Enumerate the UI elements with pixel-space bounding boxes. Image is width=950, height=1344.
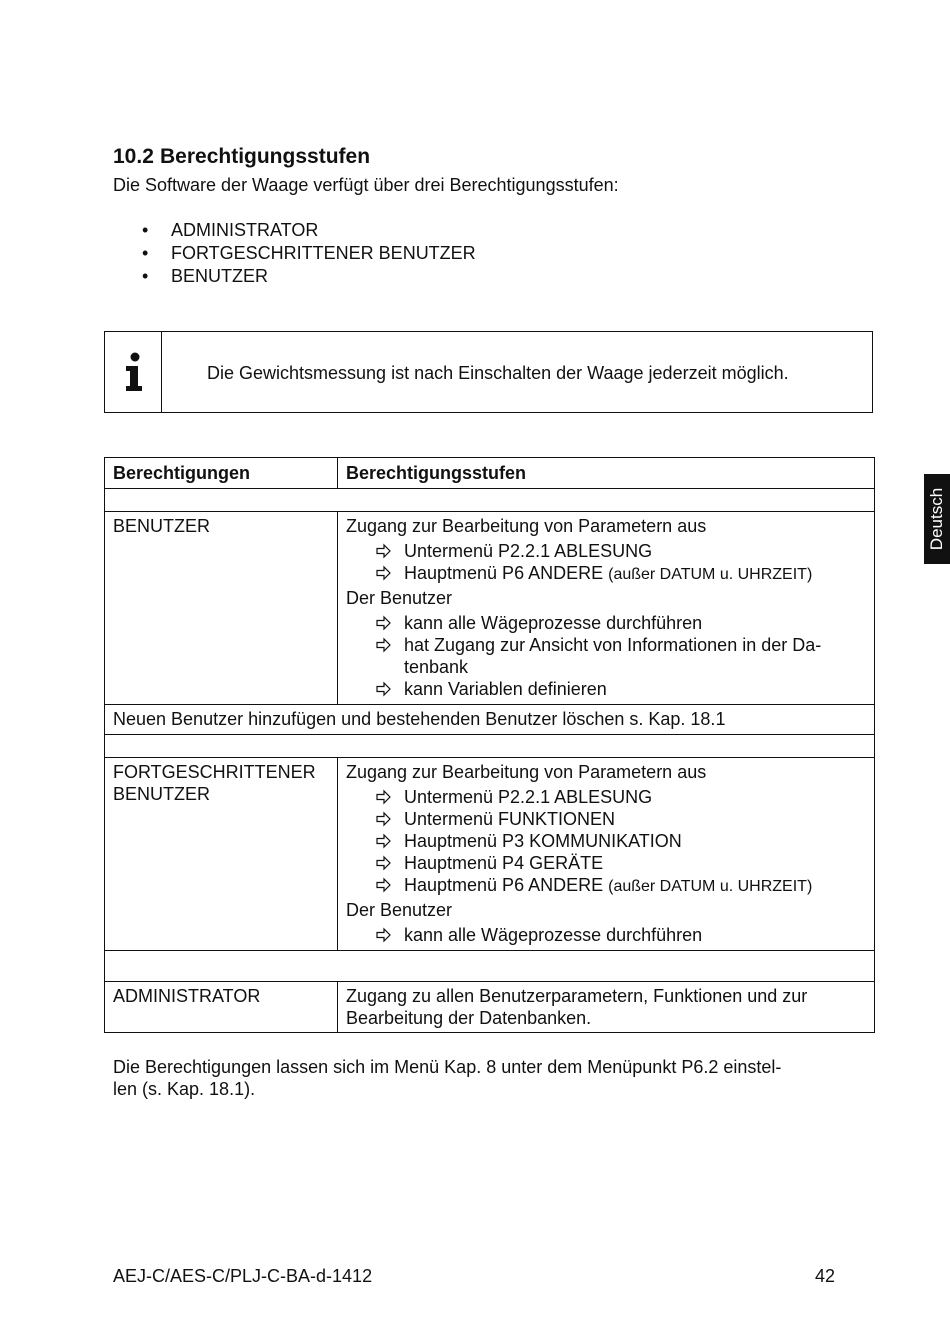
access-item: Untermenü P2.2.1 ABLESUNG <box>404 787 653 807</box>
language-tab <box>924 474 950 564</box>
outro-paragraph <box>113 1056 781 1100</box>
list-item: • BENUTZER <box>140 265 476 288</box>
list-item: • FORTGESCHRITTENER BENUTZER <box>140 242 476 265</box>
arrow-right-icon <box>376 634 392 656</box>
arrow-right-icon <box>376 874 392 896</box>
ability-item: hat Zugang zur Ansicht von Informationen in der Da- <box>404 635 822 655</box>
access-item-note: (außer DATUM u. UHRZEIT) <box>608 878 813 895</box>
list-item: • ADMINISTRATOR <box>140 219 476 242</box>
row-name-advanced-line1: FORTGESCHRITTENER <box>113 762 316 782</box>
access-item-text: Hauptmenü P6 ANDERE <box>404 563 609 583</box>
section-number: 10.2 <box>113 145 154 168</box>
row-lead-advanced: Zugang zur Bearbeitung von Parametern aus <box>346 762 707 782</box>
info-icon-cell <box>105 332 162 412</box>
access-item: Untermenü FUNKTIONEN <box>404 809 616 829</box>
row-admin-line1: Zugang zu allen Benutzerparametern, Funktionen und zur <box>346 986 808 1006</box>
footer-page-number: 42 <box>815 1266 836 1286</box>
level-list <box>140 219 476 288</box>
ability-item: kann Variablen definieren <box>404 679 607 699</box>
arrow-right-icon <box>376 678 392 700</box>
arrow-right-icon <box>376 924 392 946</box>
row-lead2-user: Der Benutzer <box>346 588 453 608</box>
access-item <box>404 562 812 586</box>
user-note: Neuen Benutzer hinzufügen und bestehenden Benutzer löschen s. Kap. 18.1 <box>113 709 726 729</box>
access-item: Untermenü P2.2.1 ABLESUNG <box>404 541 653 561</box>
intro-text: Die Software der Waage verfügt über drei Berechtigungsstufen: <box>113 175 619 195</box>
info-box <box>104 331 873 413</box>
arrow-right-icon <box>376 612 392 634</box>
access-item <box>404 874 812 898</box>
arrow-right-icon <box>376 852 392 874</box>
arrow-right-icon <box>376 808 392 830</box>
access-item: Hauptmenü P3 KOMMUNIKATION <box>404 831 682 851</box>
arrow-right-icon <box>376 562 392 584</box>
permissions-table <box>104 457 875 1033</box>
section-title: Berechtigungsstufen <box>160 145 371 168</box>
row-admin-line2: Bearbeitung der Datenbanken. <box>346 1008 592 1028</box>
row-name-user: BENUTZER <box>113 516 211 536</box>
footer-doc-id: AEJ-C/AES-C/PLJ-C-BA-d-1412 <box>113 1266 373 1286</box>
access-item-note: (außer DATUM u. UHRZEIT) <box>608 566 813 583</box>
access-item: Hauptmenü P4 GERÄTE <box>404 853 604 873</box>
ability-item-continued: tenbank <box>404 657 469 677</box>
section-heading <box>113 144 370 170</box>
row-lead2-advanced: Der Benutzer <box>346 900 453 920</box>
info-message: Die Gewichtsmessung ist nach Einschalten der Waage jederzeit möglich. <box>207 363 789 383</box>
ability-item: kann alle Wägeprozesse durchführen <box>404 925 703 945</box>
row-name-advanced-line2: BENUTZER <box>113 784 211 804</box>
language-tab-label: Deutsch <box>927 487 946 551</box>
row-name-admin: ADMINISTRATOR <box>113 986 261 1006</box>
row-lead-user: Zugang zur Bearbeitung von Parametern aus <box>346 516 707 536</box>
arrow-right-icon <box>376 830 392 852</box>
info-icon <box>123 352 145 392</box>
outro-line: Die Berechtigungen lassen sich im Menü Kap. 8 unter dem Menüpunkt P6.2 einstel- <box>113 1057 782 1077</box>
access-item-text: Hauptmenü P6 ANDERE <box>404 875 609 895</box>
ability-item: kann alle Wägeprozesse durchführen <box>404 613 703 633</box>
table-header-levels: Berechtigungsstufen <box>346 463 527 483</box>
outro-line: len (s. Kap. 18.1). <box>113 1079 256 1099</box>
table-header-permissions: Berechtigungen <box>113 463 251 483</box>
arrow-right-icon <box>376 540 392 562</box>
arrow-right-icon <box>376 786 392 808</box>
